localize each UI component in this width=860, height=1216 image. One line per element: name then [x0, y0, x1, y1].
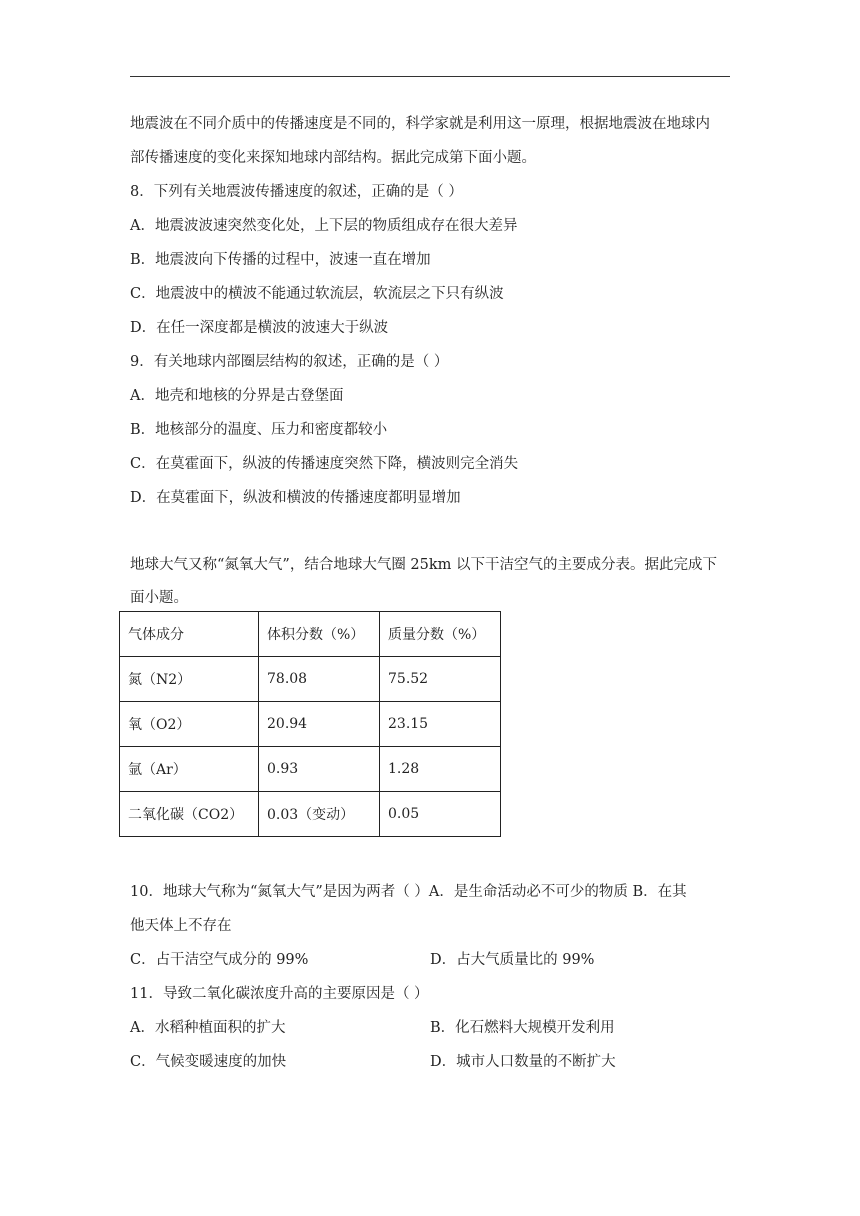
- q9-option-c: C．在莫霍面下，纵波的传播速度突然下降，横波则完全消失: [130, 456, 519, 472]
- table-cell: 0.05: [380, 792, 501, 837]
- q8-option-d: D．在任一深度都是横波的波速大于纵波: [130, 320, 389, 336]
- table-row: [120, 702, 501, 747]
- q10-option-d: D．占大气质量比的 99%: [430, 952, 595, 968]
- table-cell: 75.52: [380, 657, 501, 702]
- q11-stem: 11．导致二氧化碳浓度升高的主要原因是（ ）: [130, 986, 429, 1002]
- q8-stem: 8．下列有关地震波传播速度的叙述，正确的是（ ）: [130, 184, 463, 200]
- table-header-cell: 气体成分: [120, 612, 259, 657]
- table-cell: 20.94: [259, 702, 380, 747]
- q11-option-d: D．城市人口数量的不断扩大: [430, 1054, 616, 1070]
- q11-option-a: A．水稻种植面积的扩大: [130, 1020, 286, 1036]
- passage1-line1: 地震波在不同介质中的传播速度是不同的，科学家就是利用这一原理，根据地震波在地球内: [130, 116, 710, 132]
- passage2-line2: 面小题。: [130, 590, 188, 606]
- table-cell: 1.28: [380, 747, 501, 792]
- table-cell: 氩（Ar）: [120, 747, 259, 792]
- table-row: [120, 747, 501, 792]
- q8-option-b: B．地震波向下传播的过程中，波速一直在增加: [130, 252, 431, 268]
- q10-line1: 10．地球大气称为“氮氧大气”是因为两者（ ）A．是生命活动必不可少的物质 B．在其: [130, 884, 687, 900]
- table-header-cell: 质量分数（%）: [380, 612, 501, 657]
- q11-option-b: B．化石燃料大规模开发利用: [430, 1020, 615, 1036]
- table-cell: 78.08: [259, 657, 380, 702]
- q10-line2: 他天体上不存在: [130, 918, 232, 934]
- air-composition-table: [119, 611, 501, 837]
- passage1-line2: 部传播速度的变化来探知地球内部结构。据此完成第下面小题。: [130, 150, 536, 166]
- q11-option-c: C．气候变暖速度的加快: [130, 1054, 287, 1070]
- q9-stem: 9．有关地球内部圈层结构的叙述，正确的是（ ）: [130, 354, 449, 370]
- q9-option-a: A．地壳和地核的分界是古登堡面: [130, 388, 344, 404]
- table-cell: 二氧化碳（CO2）: [120, 792, 259, 837]
- table-row: [120, 657, 501, 702]
- table-row: [120, 792, 501, 837]
- table-cell: 氮（N2）: [120, 657, 259, 702]
- q8-option-a: A．地震波波速突然变化处，上下层的物质组成存在很大差异: [130, 218, 518, 234]
- header-rule: [130, 76, 730, 77]
- table-cell: 23.15: [380, 702, 501, 747]
- table-cell: 0.03（变动）: [259, 792, 380, 837]
- table-header-cell: 体积分数（%）: [259, 612, 380, 657]
- q9-option-d: D．在莫霍面下，纵波和横波的传播速度都明显增加: [130, 490, 461, 506]
- q9-option-b: B．地核部分的温度、压力和密度都较小: [130, 422, 388, 438]
- q10-option-c: C．占干洁空气成分的 99%: [130, 952, 309, 968]
- table-header-row: [120, 612, 501, 657]
- table-cell: 氧（O2）: [120, 702, 259, 747]
- q8-option-c: C．地震波中的横波不能通过软流层，软流层之下只有纵波: [130, 286, 504, 302]
- table-cell: 0.93: [259, 747, 380, 792]
- passage2-line1: 地球大气又称“氮氧大气”，结合地球大气圈 25km 以下干洁空气的主要成分表。据此完成下: [130, 557, 718, 573]
